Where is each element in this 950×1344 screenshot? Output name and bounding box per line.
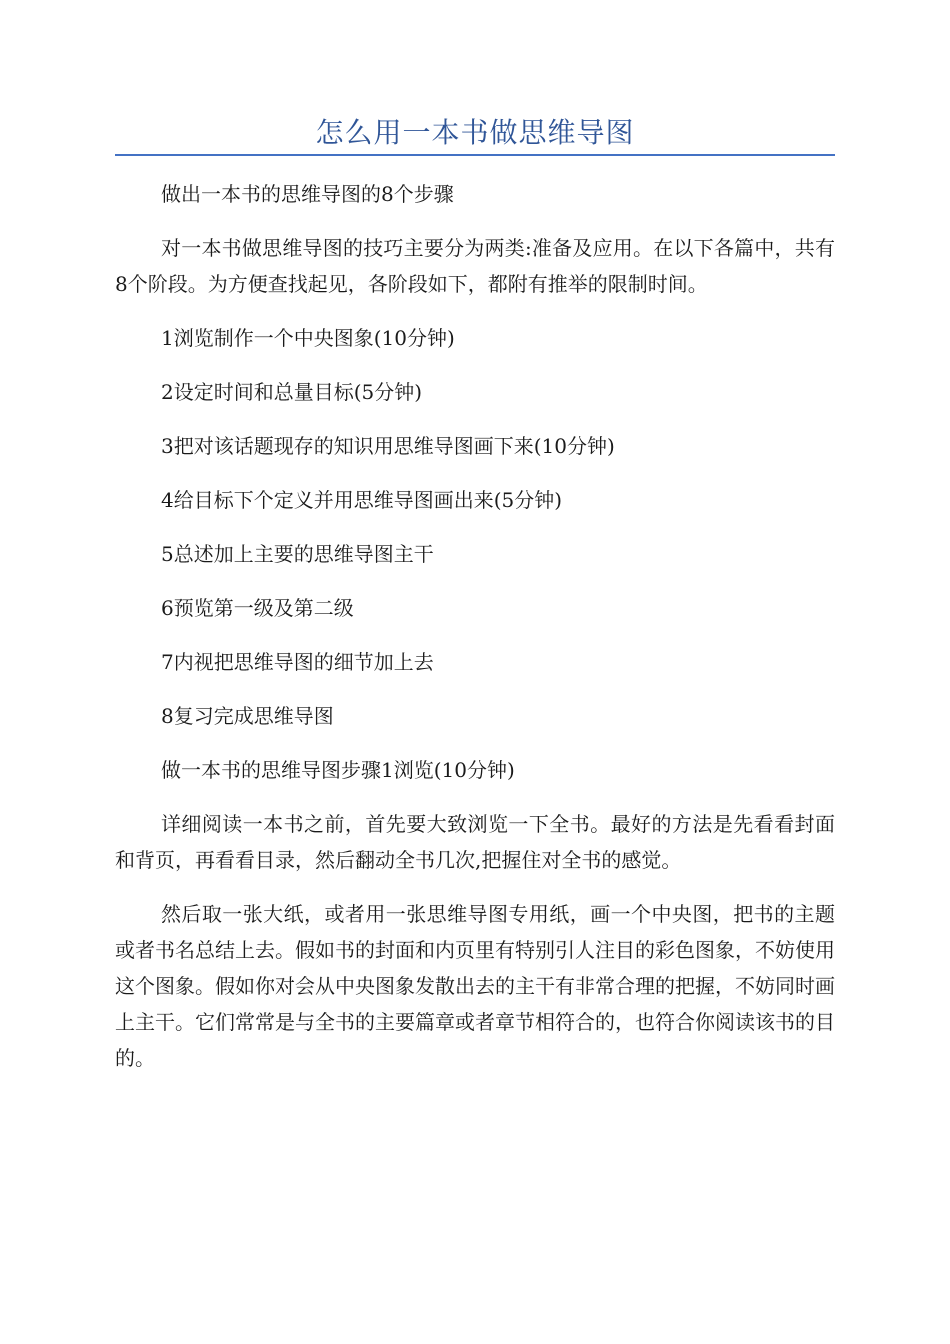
list-item-step-8: 8复习完成思维导图 (161, 704, 334, 728)
title-underline (115, 154, 835, 156)
list-item-step-6: 6预览第一级及第二级 (161, 596, 354, 620)
section-heading-step-1: 做一本书的思维导图步骤1浏览(10分钟) (161, 758, 515, 782)
list-item-step-2: 2设定时间和总量目标(5分钟) (161, 380, 423, 404)
page-title: 怎么用一本书做思维导图 (315, 116, 635, 149)
paragraph-intro: 对一本书做思维导图的技巧主要分为两类:准备及应用。在以下各篇中，共有8个阶段。为方便查找起见，各阶段如下，都附有推举的限制时间。 (115, 236, 835, 296)
list-item-step-3: 3把对该话题现存的知识用思维导图画下来(10分钟) (161, 434, 615, 458)
paragraph-steps-heading: 做出一本书的思维导图的8个步骤 (161, 182, 454, 206)
list-item-step-4: 4给目标下个定义并用思维导图画出来(5分钟) (161, 488, 563, 512)
document-body (115, 176, 835, 1094)
paragraph-browse: 详细阅读一本书之前，首先要大致浏览一下全书。最好的方法是先看看封面和背页，再看看目录，然后翻动全书几次,把握住对全书的感觉。 (115, 812, 835, 872)
paragraph-central-image: 然后取一张大纸，或者用一张思维导图专用纸，画一个中央图，把书的主题或者书名总结上去。假如书的封面和内页里有特别引人注目的彩色图象，不妨使用这个图象。假如你对会从中央图象发散出去的主干有非常合理的把握，不妨同时画上主干。它们常常是与全书的主要篇章或者章节相符合的，也符合你阅读该书的目的。 (115, 902, 835, 1070)
list-item-step-7: 7内视把思维导图的细节加上去 (161, 650, 434, 674)
list-item-step-1: 1浏览制作一个中央图象(10分钟) (161, 326, 455, 350)
list-item-step-5: 5总述加上主要的思维导图主干 (161, 542, 434, 566)
